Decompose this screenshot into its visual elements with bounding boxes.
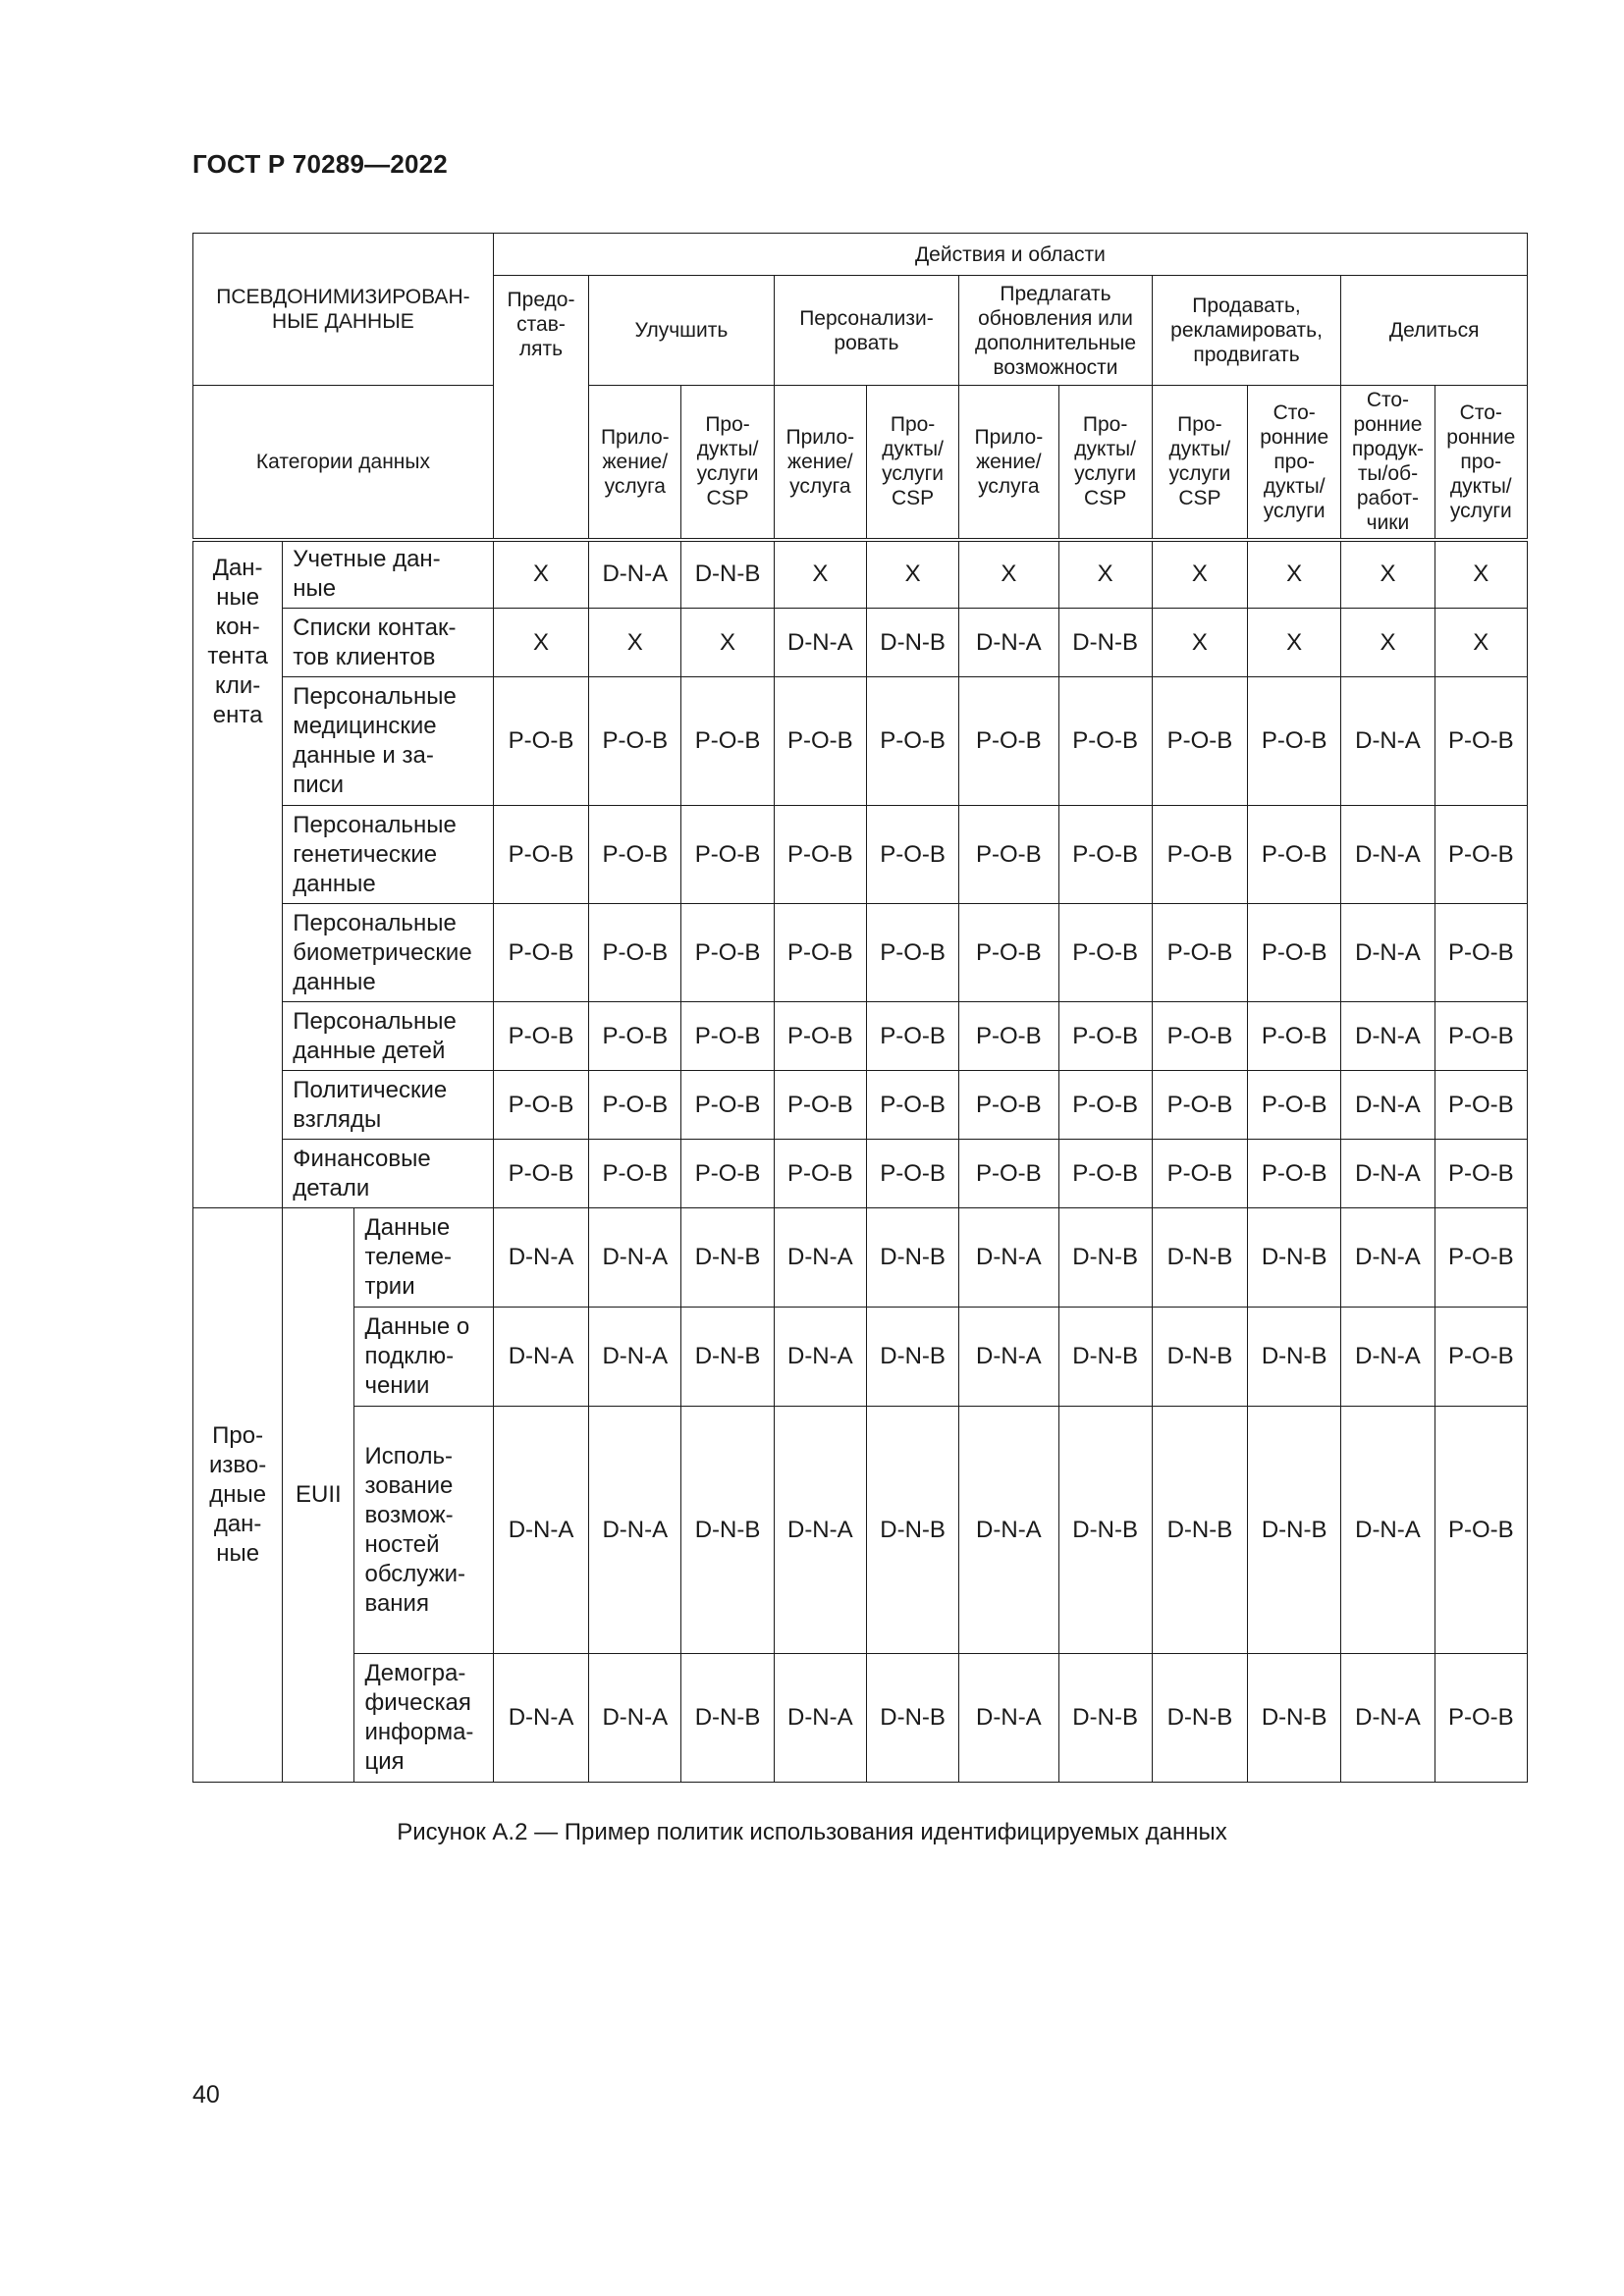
policy-cell: D-N-B [866,1308,958,1407]
policy-cell: P-O-B [1058,1002,1152,1071]
policy-cell: P-O-B [1435,1208,1527,1308]
policy-cell: P-O-B [774,1071,866,1140]
cell-line: рекламировать, [1170,319,1323,342]
policy-cell: X [866,540,958,609]
action-group-header [1152,276,1341,386]
cell-line: Сто- [1272,400,1316,424]
policy-cell: P-O-B [866,904,958,1002]
subcolumn-header [959,386,1058,540]
cell-line: услуги [1074,462,1137,486]
action-group-header [959,276,1153,386]
usage-policy-table [192,233,1528,1783]
cell-line: Продавать, [1192,294,1301,317]
cell-line: чики [1366,511,1410,535]
policy-cell: P-O-B [1435,1654,1527,1783]
subcolumn-header [1341,386,1435,540]
policy-cell: D-N-A [1341,1654,1435,1783]
policy-cell: P-O-B [493,904,588,1002]
data-category-label [283,1002,494,1071]
data-category-label [354,1407,493,1654]
cell-line: ронние [1353,413,1423,437]
euii-group: EUII [283,1208,354,1783]
cell-line: Прило- [600,425,670,449]
cell-line: ронние [1446,425,1516,449]
cell-line: ностей [364,1530,440,1558]
cell-line: Демогра- [364,1660,466,1686]
page-header: ГОСТ Р 70289—2022 [192,149,448,179]
cell-line: Улучшить [634,319,729,342]
cell-line: услуга [604,474,666,498]
policy-cell: D-N-A [774,609,866,677]
cell-line: ента [212,701,263,728]
cell-line: Про- [890,413,936,437]
cell-line: жение/ [787,450,853,473]
policy-cell: P-O-B [1435,1407,1527,1654]
policy-cell: P-O-B [774,1140,866,1208]
customer-content-group [193,540,283,1208]
cell-line: Сто- [1366,389,1410,412]
cell-line: генетические [293,840,438,868]
policy-cell: P-O-B [493,1071,588,1140]
page-number: 40 [192,2081,220,2109]
policy-cell: D-N-B [1058,609,1152,677]
policy-cell: P-O-B [774,1002,866,1071]
policy-cell: D-N-B [1058,1208,1152,1308]
policy-cell: D-N-A [1341,677,1435,806]
policy-cell: D-N-B [1058,1407,1152,1654]
policy-cell: D-N-B [1248,1654,1341,1783]
policy-cell: D-N-B [866,609,958,677]
policy-cell: D-N-B [866,1208,958,1308]
policy-cell: P-O-B [959,677,1058,806]
policy-cell: D-N-A [1341,904,1435,1002]
cell-line: дукты/ [882,438,944,461]
cell-line: услуги [1168,462,1231,486]
policy-cell: D-N-A [589,1654,681,1783]
subcolumn-header [681,386,774,540]
policy-cell: P-O-B [1058,677,1152,806]
cell-line: Персональные [293,683,457,710]
cell-line: кли- [215,671,261,699]
cell-line: услуга [789,474,851,498]
cell-line: Делиться [1388,319,1480,342]
pseudonymized-data-header [193,234,494,386]
policy-cell: D-N-A [959,1208,1058,1308]
cell-line: Списки контак- [293,614,457,641]
policy-cell: D-N-A [1341,1407,1435,1654]
policy-cell: X [1341,540,1435,609]
cell-line: Про- [1082,413,1128,437]
cell-line: ные [216,1540,260,1567]
policy-cell: P-O-B [1058,1071,1152,1140]
actions-header: Действия и области [493,234,1527,276]
cell-line: вания [364,1589,429,1617]
policy-cell: X [493,540,588,609]
policy-cell: D-N-A [493,1407,588,1654]
cell-line: Персональные [293,811,457,838]
cell-line: НЫЕ ДАННЫЕ [272,310,414,333]
cell-line: Данные [364,1214,451,1241]
data-category-label [283,904,494,1002]
policy-cell: D-N-A [589,1208,681,1308]
cell-line: лять [518,338,564,360]
subcolumn-header [589,386,681,540]
policy-cell: D-N-A [1341,1208,1435,1308]
cell-line: чении [364,1372,430,1399]
policy-cell: P-O-B [866,1071,958,1140]
policy-cell: D-N-B [681,1407,774,1654]
policy-cell: D-N-A [1341,1071,1435,1140]
policy-cell: P-O-B [959,1071,1058,1140]
cell-line: Предо- [507,289,575,311]
cell-line: дные [209,1481,267,1508]
cell-line: возмож- [364,1501,454,1528]
cell-line: услуга [978,474,1040,498]
cell-line: услуги [882,462,945,486]
data-category-label [354,1654,493,1783]
policy-cell: D-N-A [774,1407,866,1654]
cell-line: Политические [293,1076,448,1103]
cell-line: ПСЕВДОНИМИЗИРОВАН- [216,286,470,308]
policy-cell: P-O-B [959,1140,1058,1208]
cell-line: ровать [834,331,899,354]
cell-line: Сто- [1459,400,1502,424]
cell-line: данные [293,968,376,995]
cell-line: ные [293,575,337,603]
policy-cell: D-N-A [959,1308,1058,1407]
cell-line: Про- [1177,413,1222,437]
data-category-label [283,1071,494,1140]
cell-line: обновления или [978,306,1133,330]
cell-line: данные детей [293,1037,446,1064]
cell-line: дукты/ [696,438,759,461]
policy-cell: P-O-B [1152,1140,1247,1208]
policy-cell: P-O-B [681,806,774,904]
policy-cell: X [681,609,774,677]
data-category-label [283,806,494,904]
policy-cell: P-O-B [681,904,774,1002]
cell-line: медицинские [293,713,437,739]
cell-line: про- [1273,450,1316,473]
cell-line: Персональные [293,1007,457,1035]
policy-cell: D-N-A [774,1208,866,1308]
cell-line: CSP [1084,487,1127,510]
policy-cell: P-O-B [1058,806,1152,904]
policy-cell: P-O-B [1248,904,1341,1002]
policy-cell: D-N-A [589,1308,681,1407]
cell-line: Прило- [785,425,855,449]
cell-line: Исполь- [364,1442,454,1469]
cell-line: Предлагать [1000,282,1111,305]
cell-line: Финансовые [293,1145,431,1172]
policy-cell: D-N-A [959,1407,1058,1654]
cell-line: CSP [891,487,935,510]
policy-cell: X [1058,540,1152,609]
data-category-label [283,1140,494,1208]
policy-cell: P-O-B [774,677,866,806]
subcolumn-header [1152,386,1247,540]
policy-cell: P-O-B [1058,1140,1152,1208]
policy-cell: P-O-B [681,1071,774,1140]
subcolumn-header [1435,386,1527,540]
policy-cell: P-O-B [681,1140,774,1208]
data-category-label [354,1308,493,1407]
policy-cell: P-O-B [1435,1308,1527,1407]
policy-cell: P-O-B [1152,1002,1247,1071]
policy-cell: P-O-B [959,1002,1058,1071]
cell-line: ные [216,583,260,611]
policy-cell: P-O-B [1435,806,1527,904]
cell-line: данные [293,870,376,897]
policy-cell: P-O-B [493,806,588,904]
policy-cell: D-N-A [1341,806,1435,904]
cell-line: Про- [212,1422,264,1449]
policy-cell: D-N-B [1248,1407,1341,1654]
data-category-label [354,1208,493,1308]
policy-cell: P-O-B [959,904,1058,1002]
policy-cell: P-O-B [589,1071,681,1140]
cell-line: детали [293,1174,370,1201]
cell-line: возможности [993,355,1118,379]
data-categories-header: Категории данных [193,386,494,540]
cell-line: работ- [1356,487,1420,510]
policy-cell: D-N-B [1152,1208,1247,1308]
policy-cell: P-O-B [493,1140,588,1208]
cell-line: зование [364,1471,454,1499]
figure-caption: Рисунок А.2 — Пример политик использования идентифицируемых данных [397,1819,1227,1845]
policy-cell: P-O-B [589,1140,681,1208]
cell-line: Персональные [293,909,457,936]
cell-line: писи [293,772,345,798]
cell-line: подклю- [364,1343,455,1369]
policy-cell: P-O-B [1248,1002,1341,1071]
policy-cell: P-O-B [1435,677,1527,806]
policy-cell: X [1435,609,1527,677]
policy-cell: P-O-B [866,806,958,904]
cell-line: дукты/ [1168,438,1231,461]
policy-cell: X [1152,540,1247,609]
cell-line: жение/ [976,450,1042,473]
policy-cell: D-N-A [1341,1308,1435,1407]
policy-cell: P-O-B [1248,1140,1341,1208]
cell-line: про- [1460,450,1502,473]
cell-line: тов клиентов [293,643,436,670]
policy-cell: P-O-B [1152,1071,1247,1140]
policy-cell: D-N-A [493,1654,588,1783]
policy-cell: D-N-B [1248,1208,1341,1308]
policy-cell: P-O-B [681,677,774,806]
policy-cell: P-O-B [1152,904,1247,1002]
policy-cell: X [1152,609,1247,677]
cell-line: услуги [1263,499,1326,522]
data-category-label [283,677,494,806]
policy-cell: X [1248,540,1341,609]
subcolumn-header [1248,386,1341,540]
policy-cell: P-O-B [589,677,681,806]
action-group-header [1341,276,1528,386]
policy-cell: D-N-B [866,1654,958,1783]
policy-cell: P-O-B [866,1140,958,1208]
policy-cell: D-N-B [1152,1654,1247,1783]
cell-line: Про- [705,413,750,437]
policy-cell: D-N-A [774,1654,866,1783]
subcolumn-header [866,386,958,540]
policy-cell: P-O-B [493,1002,588,1071]
policy-cell: P-O-B [1435,1071,1527,1140]
policy-cell: X [959,540,1058,609]
policy-cell: X [1435,540,1527,609]
policy-cell: P-O-B [1152,677,1247,806]
policy-cell: D-N-A [959,609,1058,677]
policy-cell: D-N-B [866,1407,958,1654]
policy-cell: P-O-B [1435,1002,1527,1071]
policy-cell: P-O-B [589,806,681,904]
subcolumn-header [774,386,866,540]
policy-cell: D-N-A [1341,1002,1435,1071]
cell-line: фическая [364,1689,471,1716]
cell-line: обслужи- [364,1560,466,1587]
cell-line: CSP [706,487,749,510]
policy-cell: P-O-B [866,1002,958,1071]
policy-cell: P-O-B [1248,1071,1341,1140]
policy-cell: P-O-B [681,1002,774,1071]
policy-cell: X [774,540,866,609]
cell-line: жение/ [602,450,669,473]
cell-line: Персонализи- [799,306,934,330]
policy-cell: D-N-B [1248,1308,1341,1407]
action-group-header [589,276,775,386]
cell-line: услуги [696,462,759,486]
cell-line: ты/об- [1357,462,1419,486]
policy-cell: P-O-B [866,677,958,806]
policy-cell: D-N-A [959,1654,1058,1783]
cell-line: CSP [1178,487,1221,510]
policy-cell: P-O-B [1435,904,1527,1002]
cell-line: кон- [215,613,260,640]
cell-line: биометрические [293,938,472,966]
policy-cell: P-O-B [1058,904,1152,1002]
policy-cell: D-N-A [493,1308,588,1407]
policy-cell: D-N-B [681,1308,774,1407]
policy-cell: X [589,609,681,677]
policy-cell: D-N-B [681,540,774,609]
policy-cell: D-N-B [1058,1308,1152,1407]
policy-cell: D-N-B [1152,1407,1247,1654]
cell-line: взгляды [293,1105,382,1133]
cell-line: став- [516,313,566,336]
policy-cell: D-N-B [1152,1308,1247,1407]
cell-line: дан- [213,1511,262,1537]
cell-line: Учетные дан- [293,546,441,573]
cell-line: тента [207,642,268,669]
policy-cell: P-O-B [774,904,866,1002]
cell-line: дукты/ [1263,474,1326,498]
cell-line: изво- [209,1452,267,1478]
policy-cell: P-O-B [959,806,1058,904]
policy-cell: P-O-B [1435,1140,1527,1208]
cell-line: Прило- [974,425,1044,449]
data-category-label [283,540,494,609]
policy-cell: P-O-B [589,904,681,1002]
policy-cell: X [1341,609,1435,677]
policy-cell: X [1248,609,1341,677]
cell-line: дукты/ [1074,438,1136,461]
policy-cell: D-N-B [1058,1654,1152,1783]
provide-column-header [493,276,588,540]
data-category-label [283,609,494,677]
cell-line: ронние [1260,425,1329,449]
cell-line: продук- [1351,438,1425,461]
cell-line: трии [364,1273,415,1300]
cell-line: дополнительные [974,331,1137,354]
cell-line: данные и за- [293,742,434,769]
policy-cell: D-N-A [589,540,681,609]
policy-cell: D-N-A [1341,1140,1435,1208]
policy-cell: X [493,609,588,677]
policy-cell: P-O-B [1248,677,1341,806]
cell-line: ция [364,1748,405,1775]
action-group-header [774,276,959,386]
cell-line: услуги [1449,499,1512,522]
cell-line: Данные о [364,1313,470,1340]
policy-cell: D-N-A [774,1308,866,1407]
cell-line: дукты/ [1449,474,1512,498]
policy-cell: P-O-B [1152,806,1247,904]
cell-line: информа- [364,1719,474,1745]
policy-cell: P-O-B [1248,806,1341,904]
policy-cell: D-N-B [681,1208,774,1308]
cell-line: телеме- [364,1244,452,1270]
policy-cell: P-O-B [774,806,866,904]
policy-cell: P-O-B [589,1002,681,1071]
subcolumn-header [1058,386,1152,540]
policy-cell: D-N-A [493,1208,588,1308]
cell-line: продвигать [1193,344,1300,366]
cell-line: Дан- [212,554,263,581]
policy-cell: D-N-A [589,1407,681,1654]
policy-cell: D-N-B [681,1654,774,1783]
policy-cell: P-O-B [493,677,588,806]
derived-data-group [193,1208,283,1783]
